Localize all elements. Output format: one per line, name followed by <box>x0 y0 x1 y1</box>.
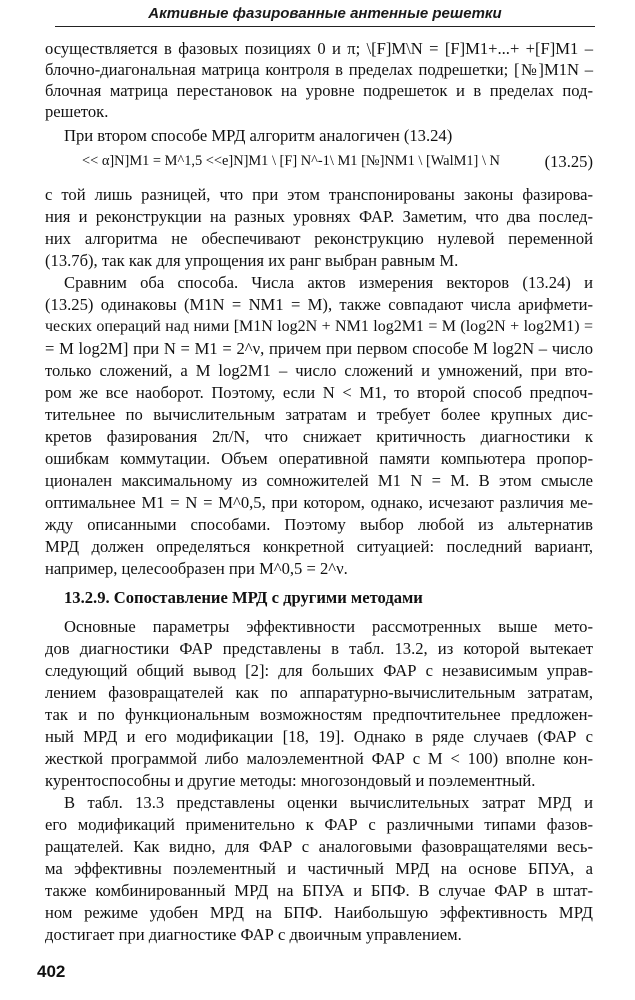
text-line: его модификаций применительно к ФАР с различными типами фазов- <box>45 815 593 834</box>
text-line: При втором способе МРД алгоритм аналогичен (13.24) <box>64 126 453 145</box>
text-line: блочно-диагональная матрица контроля в пределах подрешетки; [№]M1N – <box>45 60 593 79</box>
text-line: ционален максимальному из сомножителей M1 N = M. В этом смысле <box>45 471 593 490</box>
text-line: ращателей. Как видно, для ФАР с аналоговыми фазовращателями весь- <box>45 837 593 856</box>
text-line: блочная матрица перестановок на уровне подрешеток и в пределах под- <box>45 81 593 100</box>
text-line: ма эффективны поэлементный и частичный МРД на основе БПУА, а <box>45 859 593 878</box>
text-line: ном режиме удобен МРД на БПФ. Наибольшую эффективность МРД <box>45 903 593 922</box>
text-line: МРД должен определяться конкретной ситуацией: последний вариант, <box>45 537 593 556</box>
text-line: кретов фазирования 2π/N, что снижает критичность диагностики к <box>45 427 593 446</box>
text-line: лением фазовращателей как по аппаратурно-вычислительным затратам, <box>45 683 593 702</box>
text-line: курентоспособны и другие методы: многозондовый и поэлементный. <box>45 771 536 790</box>
text-line: только сложений, а M log2M1 – число сложений и умножений, при вто- <box>45 361 593 380</box>
text-line: (13.25) одинаковы (M1N = NM1 = M), также совпадают числа арифмети- <box>45 295 593 314</box>
text-line: следующий общий вывод [2]: для больших ФАР с независимым управ- <box>45 661 593 680</box>
text-line: ный МРД и его модификации [18, 19]. Однако в ряде случаев (ФАР с <box>45 727 593 746</box>
text-line: также комбинированный МРД на БПУА и БПФ. В случае ФАР в штат- <box>45 881 593 900</box>
text-line: осуществляется в фазовых позициях 0 и π; \[F]M\N = [F]M1+...+ +[F]M1 – <box>45 39 593 58</box>
text-line: дов диагностики ФАР представлены в табл. 13.2, из которой вытекает <box>45 639 593 658</box>
text-line: них алгоритма не обеспечивают реконструкцию нулевой переменной <box>45 229 593 248</box>
text-line: например, целесообразен при M^0,5 = 2^ν. <box>45 559 348 578</box>
text-line: жесткой программой либо малоэлементной ФАР с M < 100) вполне кон- <box>45 749 593 768</box>
text-line: с той лишь разницей, что при этом транспонированы законы фазирова- <box>45 185 593 204</box>
text-line: Основные параметры эффективности рассмотренных выше мето- <box>64 617 593 636</box>
text-line: решеток. <box>45 102 109 121</box>
equation-number: (13.25) <box>544 152 593 171</box>
text-line: тительнее по вычислительным затратам и требует более крупных дис- <box>45 405 593 424</box>
text-line: жду описанными способами. Поэтому выбор любой из альтернатив <box>45 515 593 534</box>
text-line: ческих операций над ними [M1N log2N + NM1 log2M1 = M (log2N + log2M1) = <box>45 318 593 335</box>
text-line: ния и реконструкции на разных уровнях ФАР. Заметим, что два послед- <box>45 207 593 226</box>
text-line: = M log2M] при N = M1 = 2^ν, причем при первом способе M log2N – число <box>45 339 593 358</box>
text-line: В табл. 13.3 представлены оценки вычислительных затрат МРД и <box>64 793 593 812</box>
page-number: 402 <box>37 962 66 981</box>
equation-13-25: << α]N]M1 = M^1,5 <<e]N]M1 \ [F] N^-1\ M1 [№]NM1 \ [WalM1] \ N <box>82 153 500 169</box>
text-line: (13.7б), так как для упрощения их ранг выбран равным M. <box>45 251 459 270</box>
text-line: так и по функциональным возможностям предпочтительнее предложен- <box>45 705 593 724</box>
text-line: ром же все наоборот. Поэтому, если N < M1, то второй способ предпоч- <box>45 383 593 402</box>
text-line: оптимальнее M1 = N = M^0,5, при котором, однако, исчезают различия ме- <box>45 493 593 512</box>
text-line: достигает при диагностике ФАР с двоичным управлением. <box>45 925 462 944</box>
running-header: Активные фазированные антенные решетки <box>55 4 595 27</box>
text-line: Сравним оба способа. Числа актов измерения векторов (13.24) и <box>64 273 593 292</box>
section-heading: 13.2.9. Сопоставление МРД с другими методами <box>64 588 423 607</box>
text-line: ошибкам коммутации. Объем оперативной памяти компьютера пропор- <box>45 449 593 468</box>
